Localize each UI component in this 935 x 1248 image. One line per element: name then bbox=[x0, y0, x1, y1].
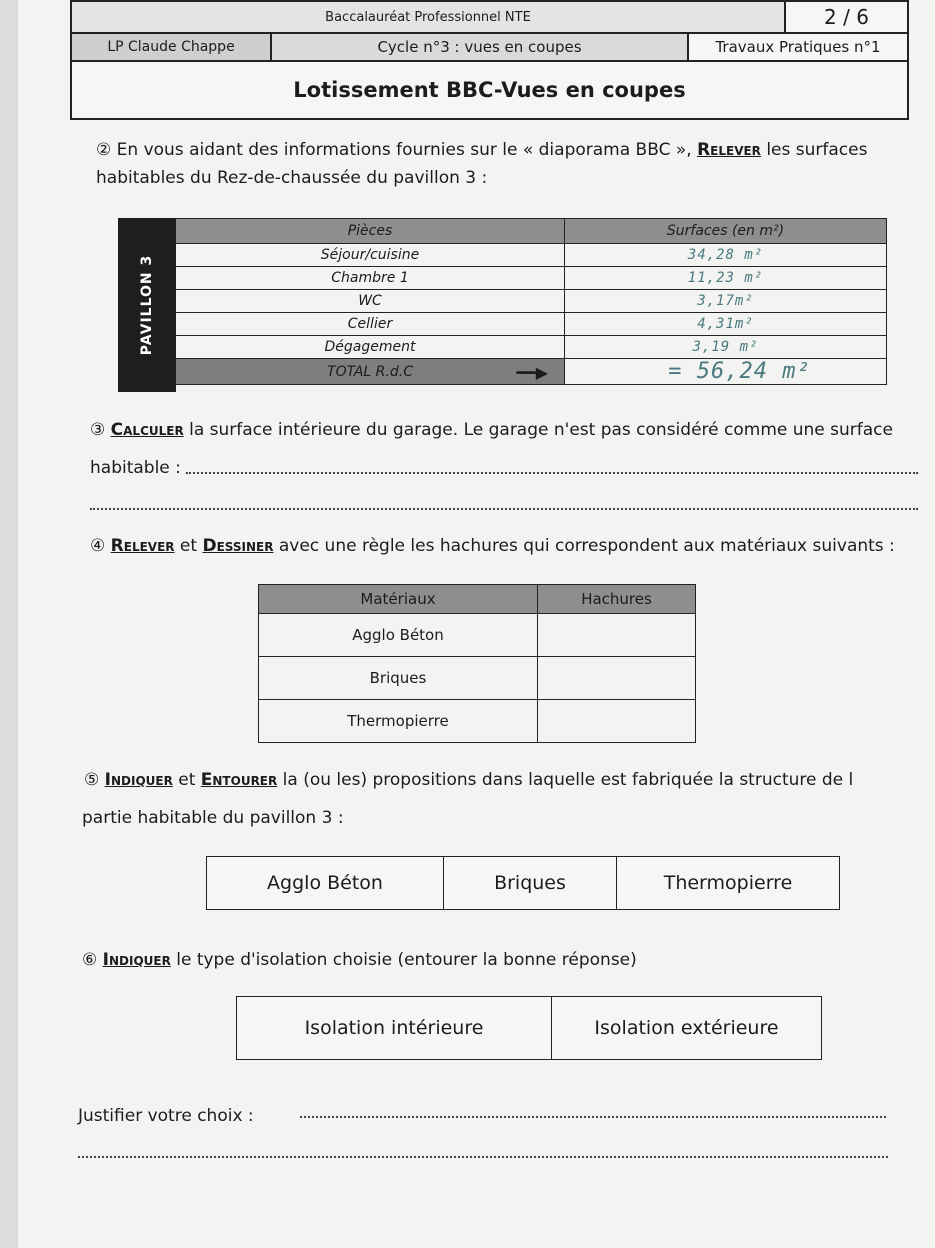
piece-cell: WC bbox=[176, 290, 565, 313]
question-4-number: ④ bbox=[90, 536, 106, 556]
question-4-text: avec une règle les hachures qui correspondent aux matériaux suivants : bbox=[273, 536, 895, 556]
table-row bbox=[176, 267, 887, 290]
question-6-number: ⑥ bbox=[82, 950, 98, 970]
question-5-verb-2: Entourer bbox=[200, 770, 278, 790]
piece-cell: Chambre 1 bbox=[176, 267, 565, 290]
question-6-text: le type d'isolation choisie (entourer la bonne réponse) bbox=[170, 950, 637, 970]
page-number: 2 / 6 bbox=[824, 5, 869, 29]
option-briques[interactable]: Briques bbox=[444, 857, 617, 909]
table-row bbox=[176, 290, 887, 313]
question-2-number: ② bbox=[96, 140, 112, 160]
hatch-cell[interactable] bbox=[538, 657, 696, 700]
total-label: TOTAL R.d.C bbox=[327, 363, 413, 380]
question-2-verb: Relever bbox=[697, 140, 761, 160]
materials-table bbox=[258, 584, 696, 743]
page-title: Lotissement BBC-Vues en coupes bbox=[293, 78, 686, 102]
arrow-right-icon: ━━▶ bbox=[516, 363, 548, 382]
question-2-text: En vous aidant des informations fournies sur le « diaporama BBC », bbox=[111, 140, 698, 160]
surface-cell[interactable]: 4,31m² bbox=[565, 313, 887, 336]
option-thermopierre[interactable]: Thermopierre bbox=[663, 872, 793, 894]
question-2-text-end: les surfaces bbox=[760, 140, 868, 160]
surface-cell[interactable]: 3,19 m² bbox=[565, 336, 887, 359]
question-5-line-2: partie habitable du pavillon 3 : bbox=[82, 808, 344, 828]
table-row bbox=[176, 313, 887, 336]
surface-cell[interactable]: 11,23 m² bbox=[565, 267, 887, 290]
option-isolation-exterieure[interactable]: Isolation extérieure bbox=[594, 1017, 779, 1039]
table-row bbox=[259, 657, 696, 700]
piece-cell: Séjour/cuisine bbox=[176, 244, 565, 267]
question-5-number: ⑤ bbox=[84, 770, 100, 790]
structure-options bbox=[206, 856, 840, 910]
tp-label: Travaux Pratiques n°1 bbox=[715, 38, 881, 56]
question-3-text: la surface intérieure du garage. Le garage n'est pas considéré comme une surface bbox=[183, 420, 893, 440]
option-agglo-beton[interactable]: Agglo Béton bbox=[207, 857, 444, 909]
question-3-line-2: habitable : bbox=[90, 458, 181, 478]
justify-label: Justifier votre choix : bbox=[78, 1106, 254, 1126]
material-cell: Thermopierre bbox=[259, 700, 538, 743]
total-value[interactable]: = 56,24 m² bbox=[565, 359, 887, 385]
pavillon-surface-table bbox=[175, 218, 887, 385]
material-cell: Briques bbox=[259, 657, 538, 700]
answer-line[interactable] bbox=[90, 508, 918, 510]
col-pieces: Pièces bbox=[176, 219, 565, 244]
question-5: ⑤ Indiquer et Entourer la (ou les) propositions dans laquelle est fabriquée la structure de l bbox=[84, 770, 854, 790]
table-row bbox=[176, 336, 887, 359]
hatch-cell[interactable] bbox=[538, 700, 696, 743]
answer-line[interactable] bbox=[186, 472, 918, 474]
question-2-line-2: habitables du Rez-de-chaussée du pavillon 3 : bbox=[96, 168, 488, 188]
answer-line[interactable] bbox=[300, 1116, 886, 1118]
piece-cell: Dégagement bbox=[176, 336, 565, 359]
question-3-number: ③ bbox=[90, 420, 106, 440]
total-row bbox=[176, 359, 887, 385]
col-hachures: Hachures bbox=[538, 585, 696, 614]
question-4-verb-2: Dessiner bbox=[202, 536, 274, 556]
cycle-label: Cycle n°3 : vues en coupes bbox=[272, 34, 687, 60]
surface-cell[interactable]: 34,28 m² bbox=[565, 244, 887, 267]
piece-cell: Cellier bbox=[176, 313, 565, 336]
table-row bbox=[259, 700, 696, 743]
isolation-options bbox=[236, 996, 822, 1060]
pavillon-side-label: PAVILLON 3 bbox=[139, 254, 155, 356]
hatch-cell[interactable] bbox=[538, 614, 696, 657]
question-5-text: la (ou les) propositions dans laquelle est fabriquée la structure de l bbox=[277, 770, 854, 790]
question-6 bbox=[82, 944, 637, 976]
question-3-verb: Calculer bbox=[110, 420, 184, 440]
question-4-verb-1: Relever bbox=[110, 536, 175, 556]
header-box bbox=[70, 0, 909, 120]
question-6-verb: Indiquer bbox=[102, 950, 171, 970]
exam-title: Baccalauréat Professionnel NTE bbox=[72, 2, 784, 32]
option-isolation-interieure[interactable]: Isolation intérieure bbox=[237, 997, 552, 1059]
answer-line[interactable] bbox=[78, 1156, 888, 1158]
table-row bbox=[176, 244, 887, 267]
question-5-verb-1: Indiquer bbox=[104, 770, 173, 790]
surface-cell[interactable]: 3,17m² bbox=[565, 290, 887, 313]
pavillon-side-band bbox=[118, 218, 176, 392]
school-name: LP Claude Chappe bbox=[72, 34, 270, 60]
question-4: ④ Relever et Dessiner avec une règle les hachures qui correspondent aux matériaux suivants : bbox=[90, 536, 895, 556]
question-3 bbox=[90, 414, 893, 446]
col-materiaux: Matériaux bbox=[259, 585, 538, 614]
table-row bbox=[259, 614, 696, 657]
col-surfaces: Surfaces (en m²) bbox=[565, 219, 887, 244]
material-cell: Agglo Béton bbox=[259, 614, 538, 657]
